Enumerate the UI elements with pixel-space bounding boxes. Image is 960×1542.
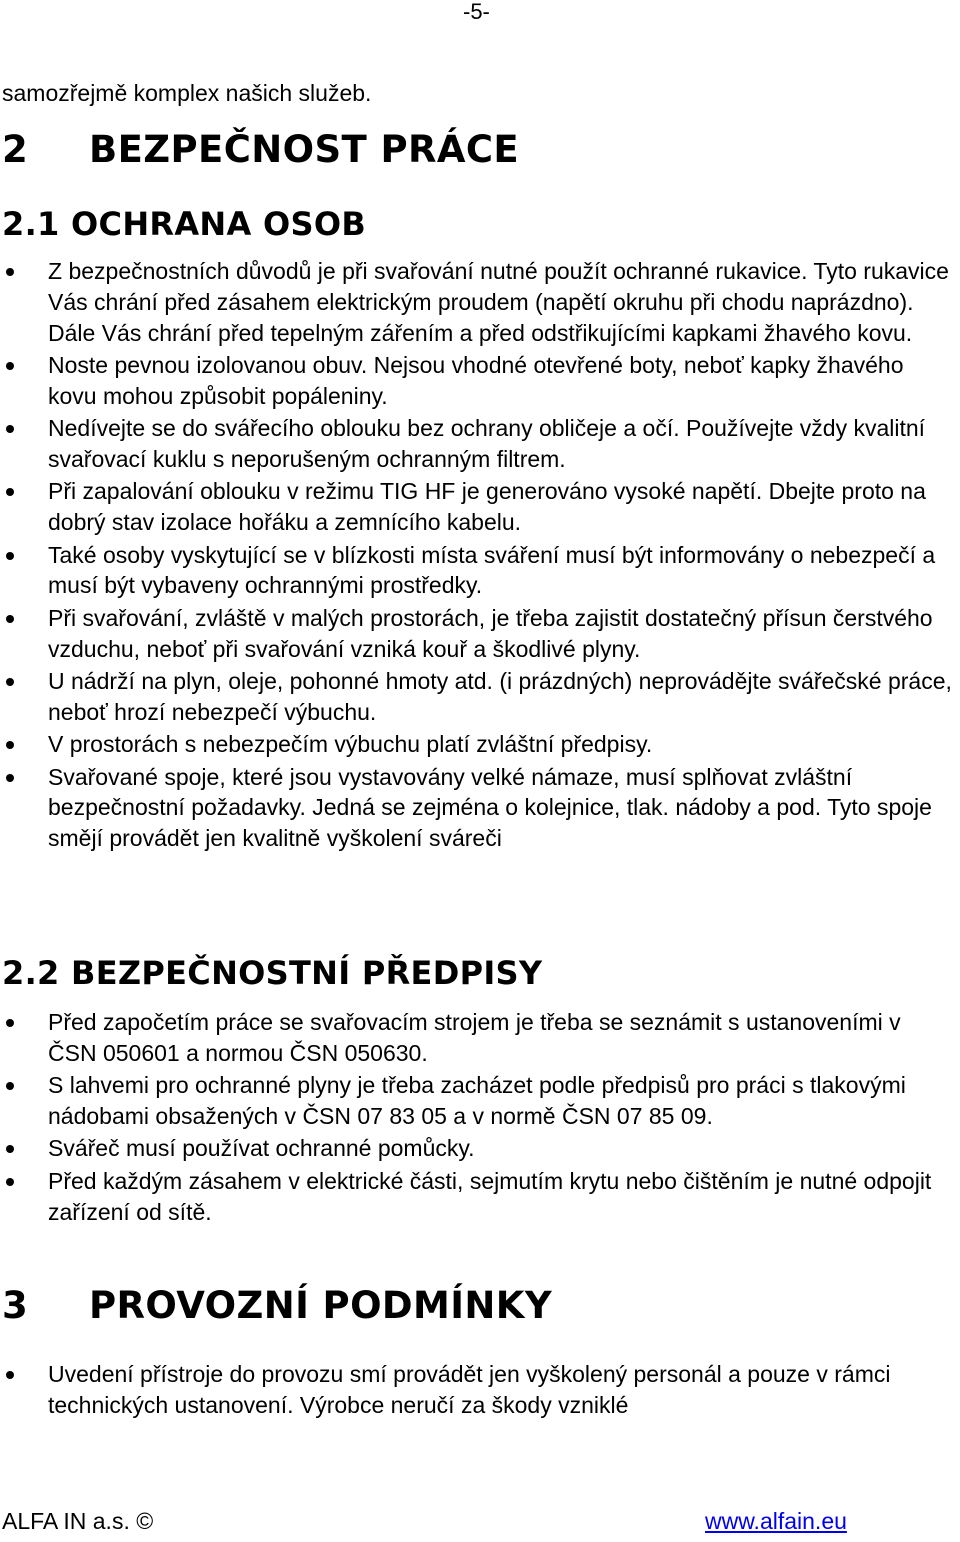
section-3-number: 3 <box>2 1284 29 1327</box>
bullet-icon <box>6 678 14 686</box>
list-item-text: Noste pevnou izolovanou obuv. Nejsou vhodné otevřené boty, neboť kapky žhavého kovu mohou způsobit popáleniny. <box>48 351 904 409</box>
list-item <box>0 1007 955 1069</box>
list-item <box>0 666 955 728</box>
list-item <box>0 350 955 412</box>
bullet-icon <box>6 425 14 433</box>
list-item <box>0 476 955 538</box>
list-item-text: Z bezpečnostních důvodů je při svařování nutné použít ochranné rukavice. Tyto rukavice Vás chrání před zásahem elektrickým proudem (napětí okruhu při chodu naprázdno). Dále Vás chrání před tepelným zářením a před odstřikujícími kapkami žhavého kovu. <box>48 258 949 346</box>
bullet-icon <box>6 488 14 496</box>
list-item-text: Před každým zásahem v elektrické části, sejmutím krytu nebo čištěním je nutné odpojit zařízení od sítě. <box>48 1167 932 1225</box>
section-3-list <box>0 1359 955 1422</box>
bullet-icon <box>6 552 14 560</box>
footer-company: ALFA IN a.s. © <box>2 1508 154 1534</box>
bullet-icon <box>6 1145 14 1153</box>
list-item-text: V prostorách s nebezpečím výbuchu platí zvláštní předpisy. <box>48 731 653 758</box>
section-2-1-heading: 2.1 OCHRANA OSOB <box>2 205 367 243</box>
list-item <box>0 762 955 854</box>
bullet-icon <box>6 1371 14 1379</box>
list-item-text: Uvedení přístroje do provozu smí provádět jen vyškolený personál a pouze v rámci technických ustanovení. Výrobce neručí za škody vzniklé <box>48 1361 891 1418</box>
list-item <box>0 540 955 602</box>
list-item-text: S lahvemi pro ochranné plyny je třeba zacházet podle předpisů pro práci s tlakovými nádobami obsažených v ČSN 07 83 05 a v normě ČSN 07 85 09. <box>48 1072 906 1129</box>
list-item <box>0 1359 955 1421</box>
list-item-text: Při svařování, zvláště v malých prostorách, je třeba zajistit dostatečný přísun čerstvého vzduchu, neboť při svařování vzniká kouř a škodlivé plyny. <box>48 604 933 662</box>
section-2-title: BEZPEČNOST PRÁCE <box>89 128 520 171</box>
bullet-icon <box>6 1019 14 1027</box>
footer-website-link[interactable]: www.alfain.eu <box>705 1508 847 1534</box>
list-item-text: Svářeč musí používat ochranné pomůcky. <box>48 1135 475 1162</box>
list-item <box>0 256 955 348</box>
section-3-title: PROVOZNÍ PODMÍNKY <box>89 1284 553 1327</box>
list-item-text: Nedívejte se do svářecího oblouku bez ochrany obličeje a očí. Používejte vždy kvalitní svařovací kuklu s neporušeným ochranným filtrem. <box>48 415 926 472</box>
list-item <box>0 1070 955 1132</box>
list-item <box>0 603 955 665</box>
bullet-icon <box>6 1082 14 1090</box>
list-item-text: U nádrží na plyn, oleje, pohonné hmoty atd. (i prázdných) neprovádějte svářečské práce, neboť hrozí nebezpečí výbuchu. <box>48 667 952 725</box>
section-2-number: 2 <box>2 128 29 171</box>
bullet-icon <box>6 741 14 749</box>
bullet-icon <box>6 774 14 782</box>
bullet-icon <box>6 268 14 276</box>
page-number: -5- <box>463 0 490 24</box>
intro-text: samozřejmě komplex našich služeb. <box>2 80 372 106</box>
list-item-text: Před započetím práce se svařovacím strojem je třeba se seznámit s ustanoveními v ČSN 050601 a normou ČSN 050630. <box>48 1009 901 1066</box>
bullet-icon <box>6 362 14 370</box>
section-2-2-heading: 2.2 BEZPEČNOSTNÍ PŘEDPISY <box>2 954 543 992</box>
list-item-text: Svařované spoje, které jsou vystavovány velké námaze, musí splňovat zvláštní bezpečnostní požadavky. Jedná se zejména o kolejnice, tlak. nádoby a pod. Tyto spoje smějí provádět jen kvalitně vyškolení sváreči <box>48 763 932 852</box>
bullet-icon <box>6 615 14 623</box>
section-2-1-list <box>0 256 955 855</box>
section-2-2-list <box>0 1007 955 1229</box>
list-item <box>0 413 955 475</box>
list-item <box>0 1166 955 1228</box>
list-item-text: Také osoby vyskytující se v blízkosti místa sváření musí být informovány o nebezpečí a musí být vybaveny ochrannými prostředky. <box>48 541 936 599</box>
list-item-text: Při zapalování oblouku v režimu TIG HF je generováno vysoké napětí. Dbejte proto na dobrý stav izolace hořáku a zemnícího kabelu. <box>48 478 926 536</box>
section-2-heading <box>2 128 519 172</box>
list-item <box>0 1133 955 1164</box>
list-item <box>0 729 955 760</box>
section-3-heading <box>2 1284 552 1328</box>
bullet-icon <box>6 1178 14 1186</box>
